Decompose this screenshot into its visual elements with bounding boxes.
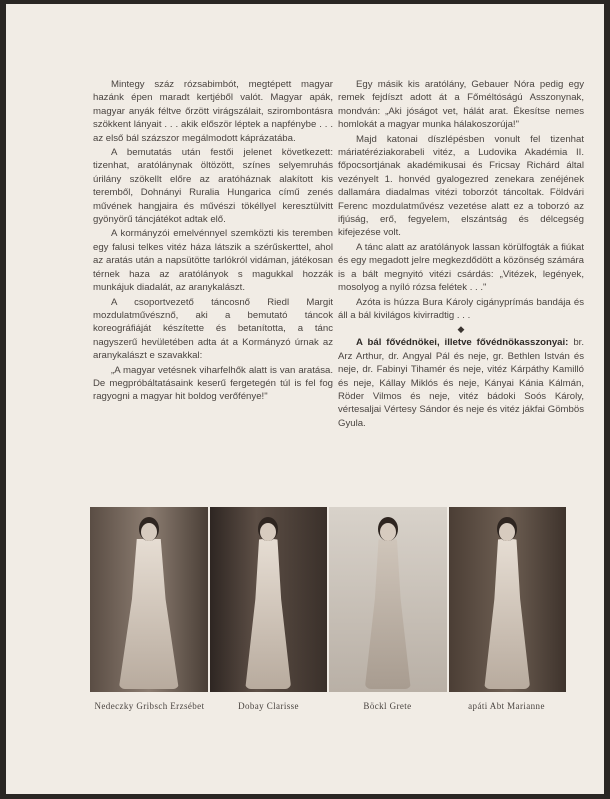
paragraph: A kormányzói emelvénnyel szemközti kis teremben egy falusi telkes vitéz háza látszik a szérűskerttel, ahol az aratás után a napsütötte tarlókról vidáman, játékosan térnek haza az aratólányok s magukkal hozzák munkájuk diadalát, az aranykalászt. <box>93 228 333 294</box>
left-column <box>93 78 333 405</box>
paragraph: Majd katonai díszlépésben vonult fel tizenhat máriatéréziakorabeli vitéz, a Ludovika Akadémia II. főpocsortjának akadémikusai és Fricsay Richárd által vezényelt 1. honvéd gyalogezred zenekara zenéjének dallamára diadalmas vitézi toborzót táncoltak. Földvári Ferenc mozdulatművész vezetése alatt ez a toborzó az ifjúság, erő, fegyelem, elszántság és délcegség kifejezése volt. <box>338 133 584 239</box>
portrait-photo <box>90 507 208 692</box>
paragraph: A csoportvezető táncosnő Riedl Margit mozdulatművésznő, aki a bemutató táncok koreográfiáját készítette és betanította, a tánc nagyszerű hevületében adta át a Kormányzó úrnak az aranykalászt e szavakkal: <box>93 296 333 362</box>
photo-captions <box>90 701 566 711</box>
photo-caption: Böckl Grete <box>363 701 412 711</box>
magazine-page <box>6 4 604 794</box>
paragraph: Egy másik kis aratólány, Gebauer Nóra pedig egy remek fejdíszt adott át a Főméltóságú Asszonynak, mondván: „Aki jóságot vet, hálát arat. Ékesítse nemes homlokát a magyar munka hálakoszorúja!" <box>338 79 584 131</box>
photo-caption: apáti Abt Marianne <box>468 701 545 711</box>
paragraph: Azóta is húzza Bura Károly cigányprímás bandája és áll a bál kivilágos kivirradtig . . . <box>338 296 584 321</box>
portrait-photo <box>210 507 328 692</box>
patrons-paragraph <box>338 336 584 430</box>
right-column <box>338 78 584 431</box>
photo-caption: Nedeczky Gribsch Erzsébet <box>94 701 205 711</box>
ornament-divider-icon: ◆ <box>457 324 465 335</box>
photo-strip <box>90 507 566 692</box>
paragraph: A bemutatás után festői jelenet következett: tizenhat, aratólánynak öltözött, színes selyemruhás úrilány szökellt előre az aratóháznak alakított kis teremből, Dohnányi Ruralia Hungarica című zenés művének hangjaira és művészi tökéllyel keresztülvitt gyönyörű táncjátékot adtak elő. <box>93 147 333 226</box>
quote-paragraph: „A magyar vetésnek viharfelhők alatt is van aratása. De megpróbáltatásaink keserű fergetegén túl is fel fog ragyogni a magyar hit boldog verőfénye!" <box>93 364 333 403</box>
patrons-text: br. Arz Arthur, dr. Angyal Pál és neje, gr. Bethlen István és neje, dr. Fabinyi Tihamér és neje, vitéz Kárpáthy Kamilló és neje, Kállay Miklós és neje, Kányai Kánia Kálmán, Röder Vilmos és neje, vitéz bádoki Soós Károly, vértesaljai Vértesy Sándor és neje és vitéz jákfai Gömbös Gyula. <box>338 337 584 429</box>
patrons-heading: A bál fővédnökei, illetve fővédnökasszonyai: <box>356 337 569 349</box>
photo-caption: Dobay Clarisse <box>238 701 299 711</box>
paragraph: Mintegy száz rózsabimbót, megtépett magyar hazánk épen maradt kertjéből valót. Magyar apák, magyar anyák féltve őrzött virágszálait, szirombontásra szökkent lányait . . . akik először léptek a napfénybe . . . az első bál százszor megálmodott káprázatába. <box>93 79 333 144</box>
portrait-photo <box>449 507 567 692</box>
paragraph: A tánc alatt az aratólányok lassan körülfogták a fiúkat és egy megadott jelre megkezdődött a közönség számára is a bált megnyitó vitézi csárdás: „Vitézek, legények, mosolyog a nyíló rózsa felétek . . ." <box>338 241 584 294</box>
portrait-photo <box>329 507 447 692</box>
